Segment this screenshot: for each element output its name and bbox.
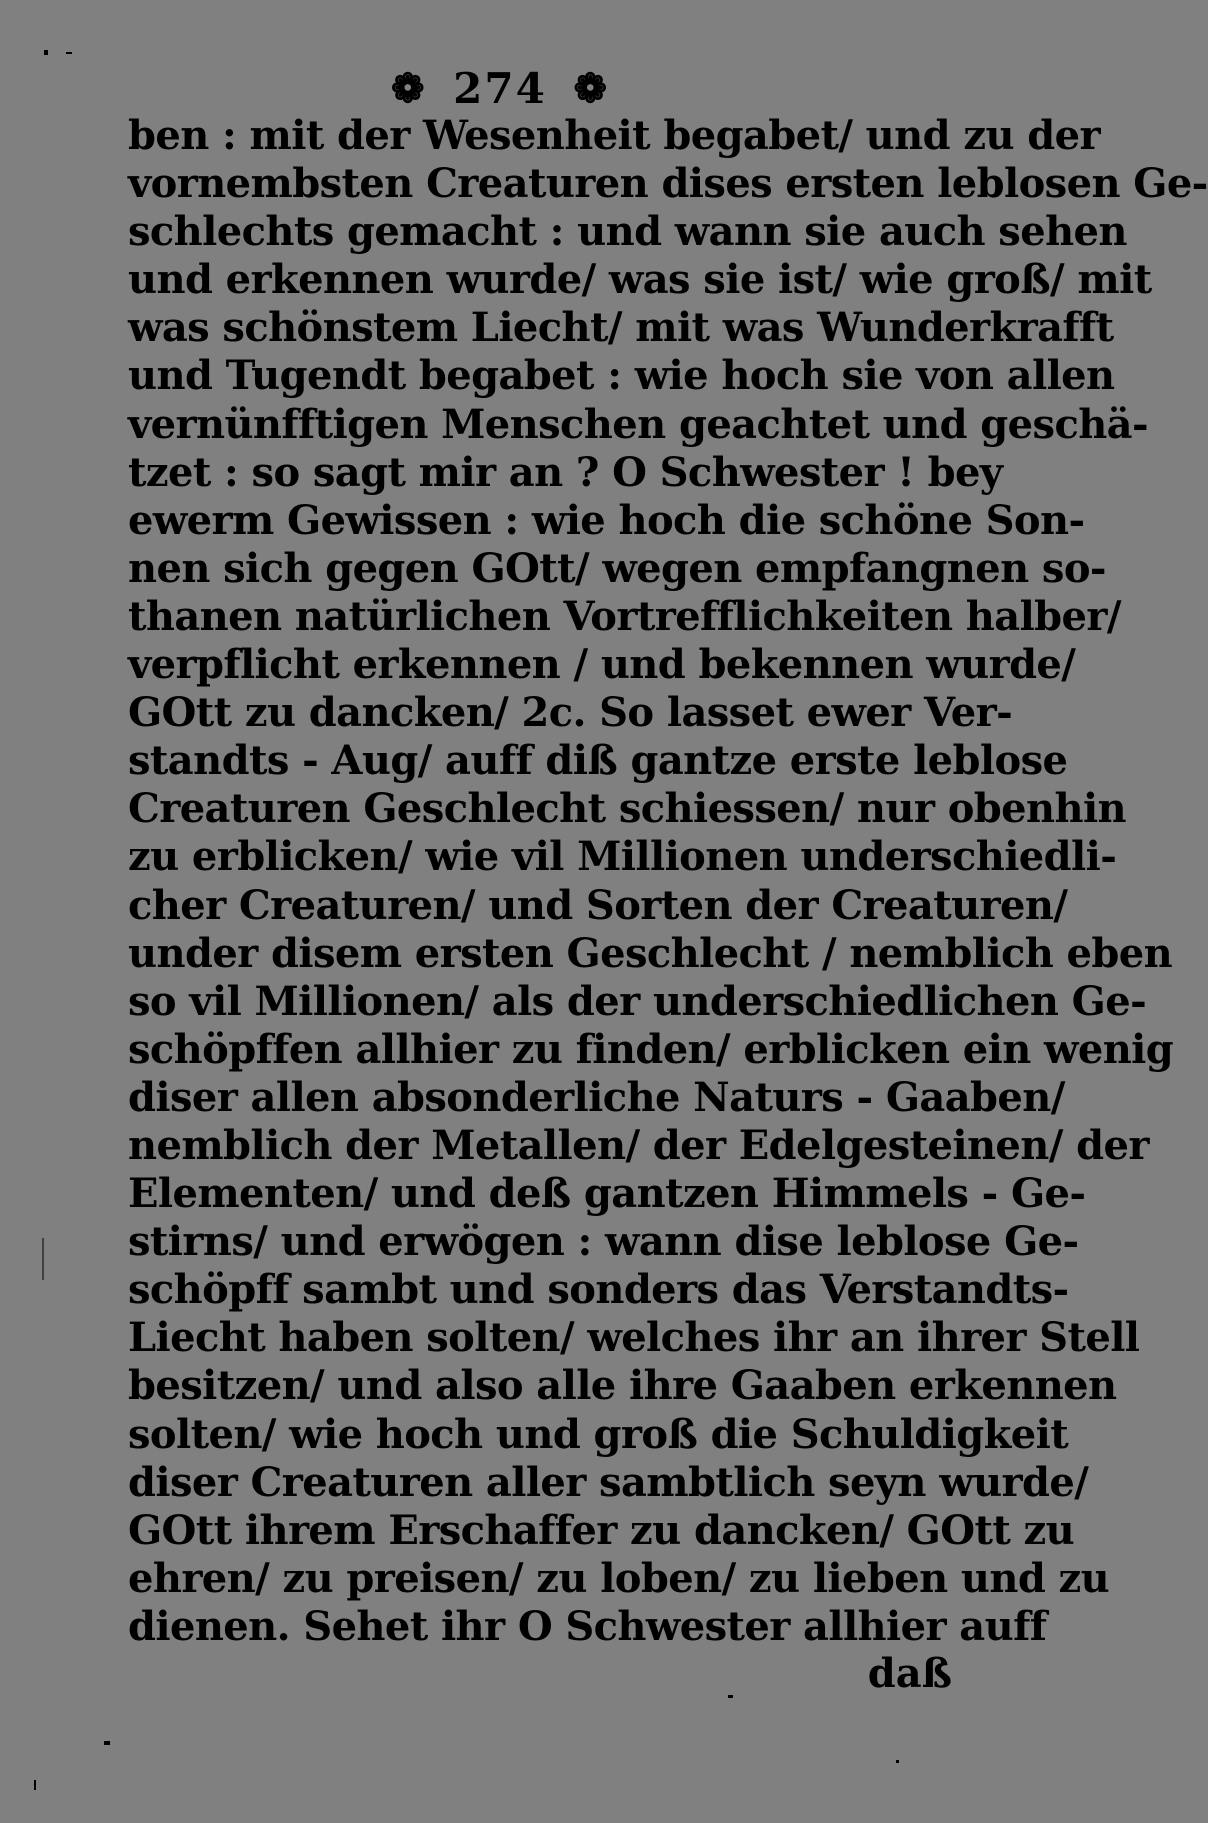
- catchword: daß: [867, 1650, 952, 1697]
- text-line: under disem ersten Geschlecht / nemblich eben: [128, 929, 1173, 977]
- text-line: GOtt zu dancken/ 2c. So lasset ewer Ver-: [128, 689, 1013, 737]
- text-line: schöpffen allhier zu finden/ erblicken ein wenig: [128, 1025, 1174, 1073]
- text-line: diser Creaturen aller sambtlich seyn wurde/: [128, 1458, 1089, 1506]
- text-line: tzet : so sagt mir an ? O Schwester ! bey: [128, 448, 1003, 496]
- body-text: [128, 112, 1208, 1651]
- scan-speck: [66, 52, 72, 54]
- text-line: solten/ wie hoch und groß die Schuldigkeit: [128, 1410, 1069, 1458]
- left-ornament-icon: ❁: [391, 65, 427, 112]
- text-line: thanen natürlichen Vortrefflichkeiten halber/: [128, 592, 1121, 640]
- page-number: 274: [453, 64, 547, 113]
- scan-speck: [896, 1760, 899, 1763]
- text-line: vornembsten Creaturen dises ersten leblosen Ge-: [128, 160, 1208, 208]
- text-line: Liecht haben solten/ welches ihr an ihrer Stell: [128, 1314, 1140, 1362]
- right-ornament-icon: ❁: [573, 65, 609, 112]
- text-line: cher Creaturen/ und Sorten der Creaturen/: [128, 881, 1068, 929]
- text-line: GOtt ihrem Erschaffer zu dancken/ GOtt zu: [128, 1506, 1075, 1554]
- text-line: ehren/ zu preisen/ zu loben/ zu lieben und zu: [128, 1554, 1110, 1602]
- text-line: ewerm Gewissen : wie hoch die schöne Son-: [128, 496, 1085, 544]
- text-line: dienen. Sehet ihr O Schwester allhier auff: [128, 1602, 1047, 1650]
- text-line: zu erblicken/ wie vil Millionen underschiedli-: [128, 833, 1117, 881]
- text-line: Elementen/ und deß gantzen Himmels - Ge-: [128, 1170, 1086, 1218]
- text-line: was schönstem Liecht/ mit was Wunderkrafft: [128, 304, 1114, 352]
- scan-speck: [104, 1741, 110, 1745]
- text-line: nen sich gegen GOtt/ wegen empfangnen so-: [128, 544, 1106, 592]
- scan-speck: [34, 1780, 36, 1790]
- scan-speck: [728, 1695, 733, 1698]
- scan-speck: [42, 1238, 44, 1280]
- text-line: diser allen absonderliche Naturs - Gaaben/: [128, 1073, 1065, 1121]
- page-header: [0, 60, 1000, 115]
- text-line: Creaturen Geschlecht schiessen/ nur obenhin: [128, 785, 1127, 833]
- scan-speck: [44, 50, 48, 55]
- text-line: nemblich der Metallen/ der Edelgesteinen/ der: [128, 1121, 1149, 1169]
- text-line: verpflicht erkennen / und bekennen wurde/: [128, 641, 1076, 689]
- text-line: stirns/ und erwögen : wann dise leblose Ge-: [128, 1218, 1079, 1266]
- text-line: vernünfftigen Menschen geachtet und geschä-: [128, 400, 1149, 448]
- text-line: schlechts gemacht : und wann sie auch sehen: [128, 208, 1127, 256]
- text-line: und erkennen wurde/ was sie ist/ wie groß/ mit: [128, 256, 1152, 304]
- text-line: schöpff sambt und sonders das Verstandts-: [128, 1266, 1069, 1314]
- text-line: und Tugendt begabet : wie hoch sie von allen: [128, 352, 1115, 400]
- text-line: so vil Millionen/ als der underschiedlichen Ge-: [128, 977, 1147, 1025]
- text-line: standts - Aug/ auff diß gantze erste leblose: [128, 737, 1068, 785]
- text-line: besitzen/ und also alle ihre Gaaben erkennen: [128, 1362, 1117, 1410]
- text-line: ben : mit der Wesenheit begabet/ und zu der: [128, 112, 1100, 159]
